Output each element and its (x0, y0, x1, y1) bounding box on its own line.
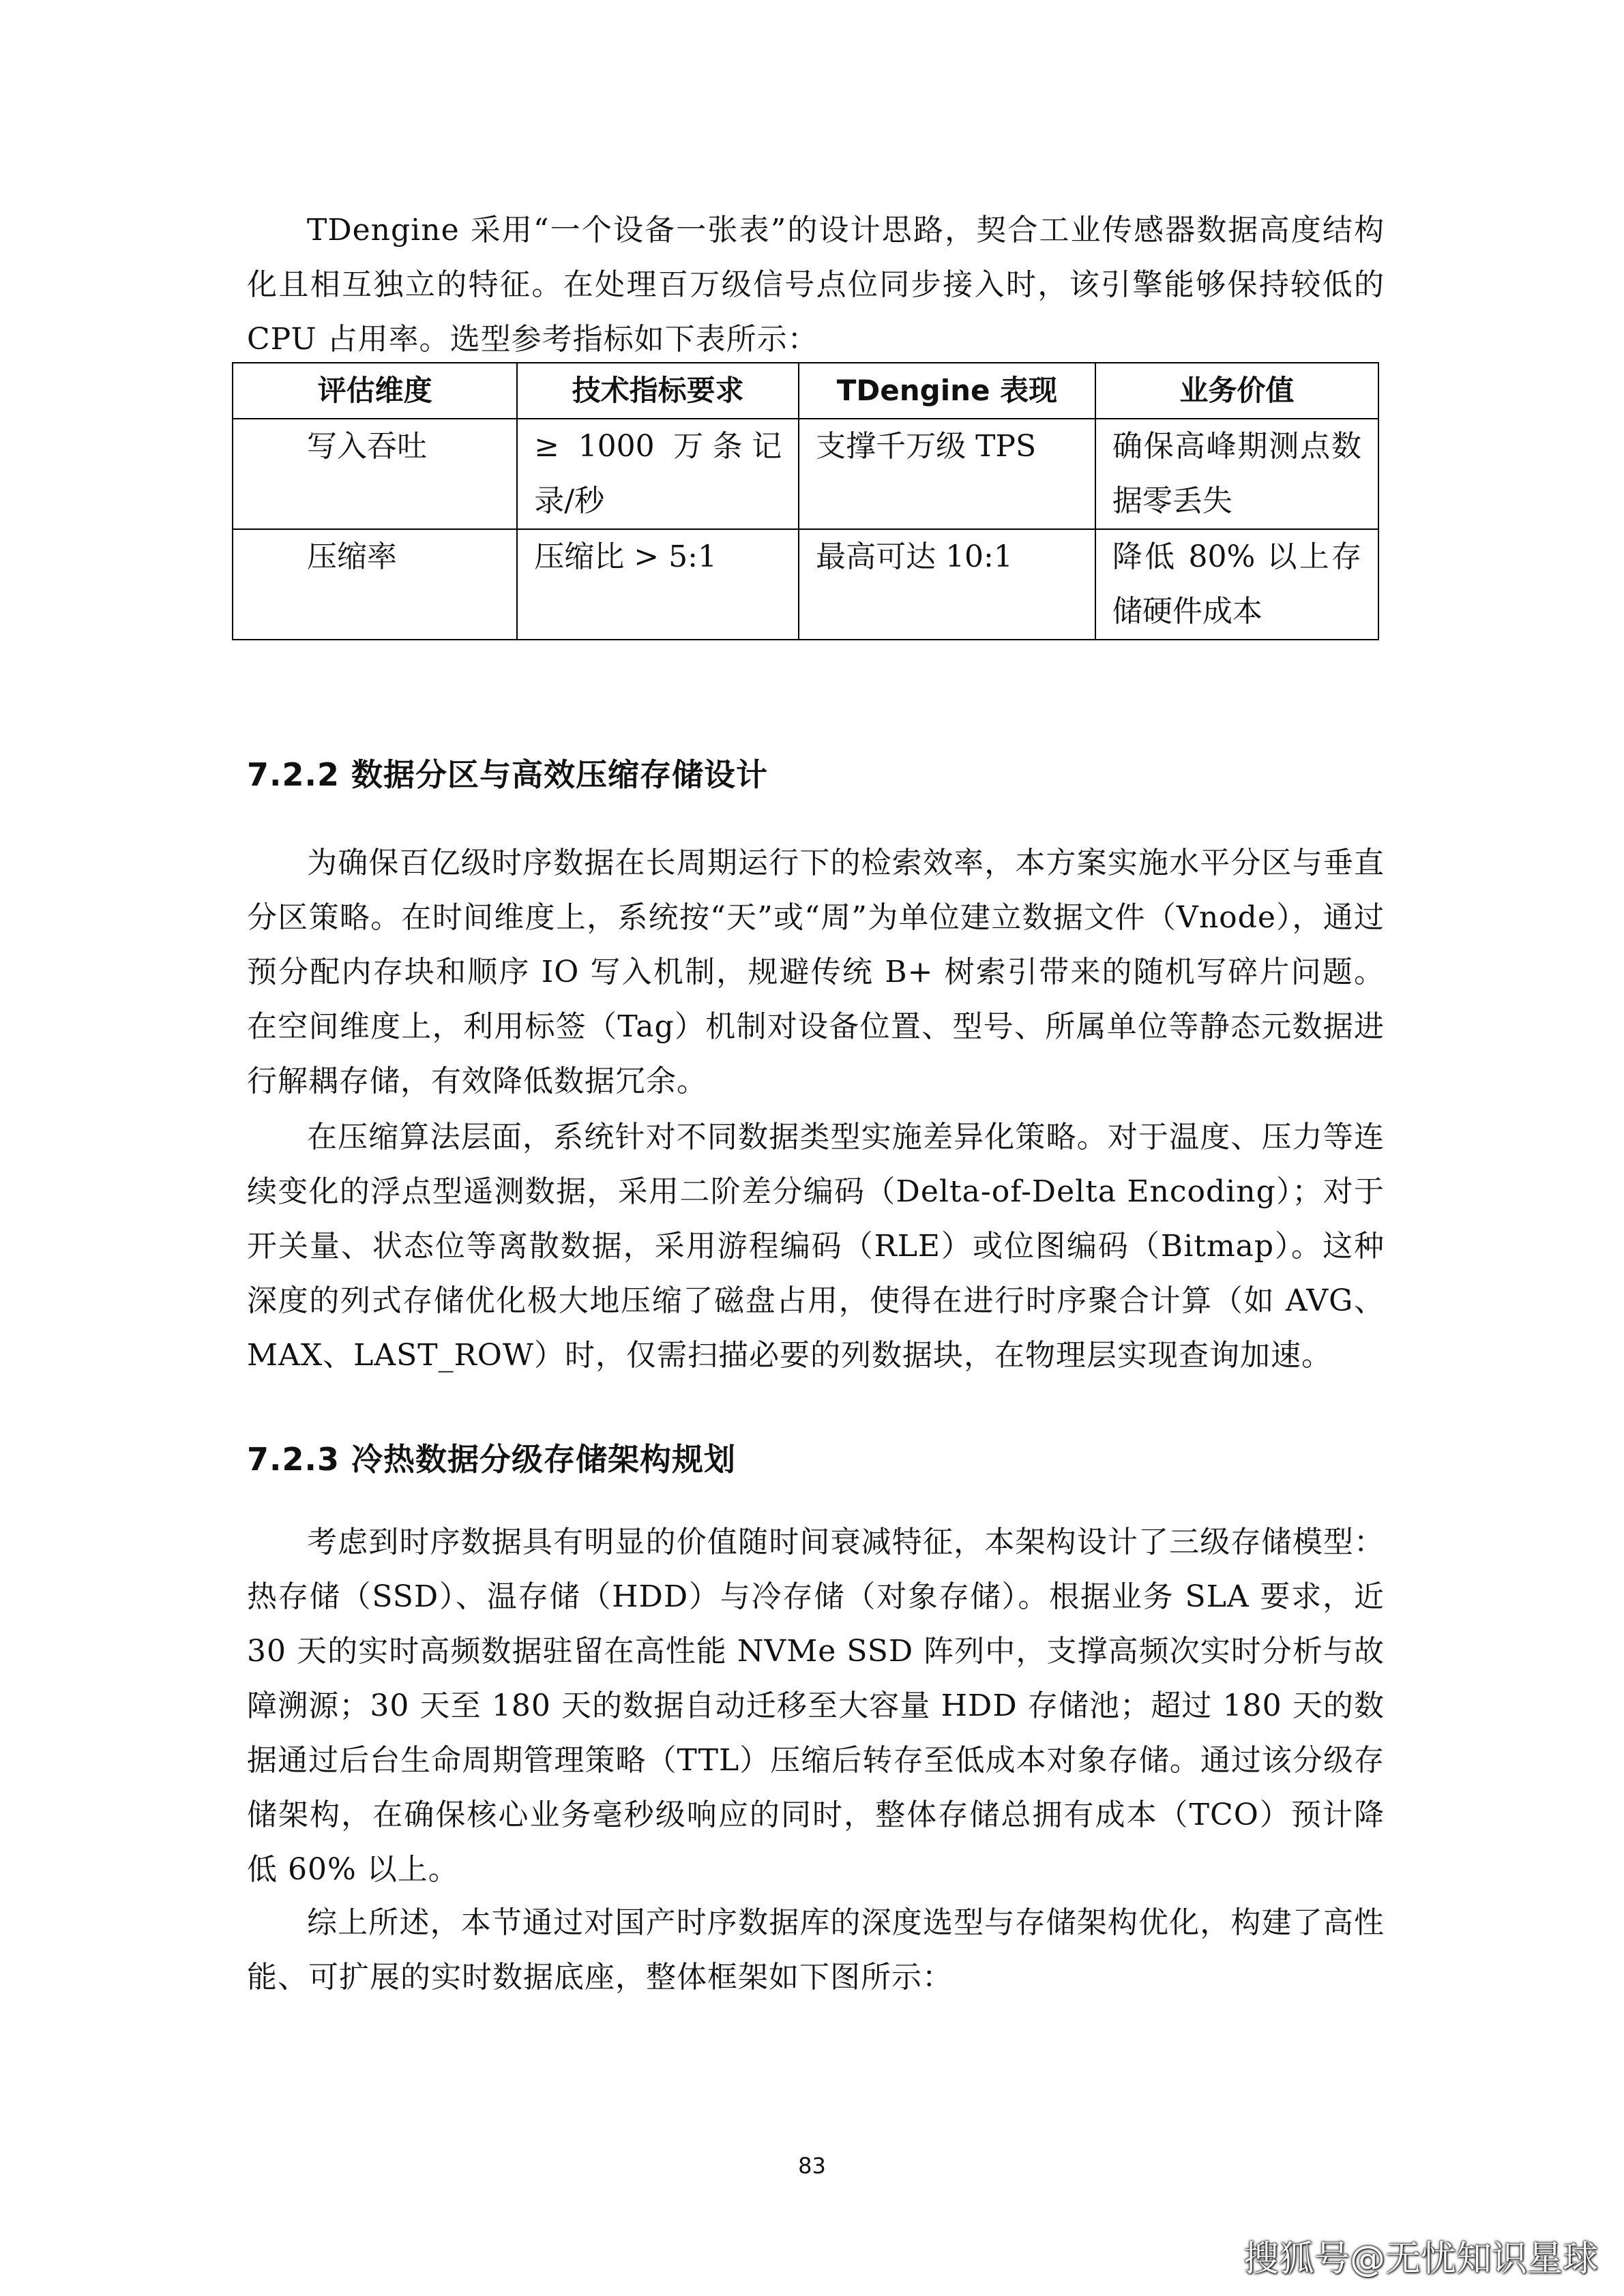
table-cell: 确保高峰期测点数据零丢失 (1095, 419, 1378, 529)
table-cell: 压缩比 > 5:1 (517, 529, 799, 640)
table-header-cell: 业务价值 (1095, 363, 1378, 419)
section-723-paragraph-1: 考虑到时序数据具有明显的价值随时间衰减特征，本架构设计了三级存储模型：热存储（SSD）、温存储（HDD）与冷存储（对象存储）。根据业务 SLA 要求，近 30 天的实时高频数据驻留在高性能 NVMe SSD 阵列中，支撑高频次实时分析与故障溯源；30 天至 180 天的数据自动迁移至大容量 HDD 存储池；超过 180 天的数据通过后台生命周期管理策略（TTL）压缩后转存至低成本对象存储。通过该分级存储架构，在确保核心业务毫秒级响应的同时，整体存储总拥有成本（TCO）预计降低 60% 以上。 (247, 1525, 1385, 1887)
table-header-cell: 评估维度 (233, 363, 517, 419)
table-cell: 最高可达 10:1 (799, 529, 1095, 640)
table-header-row (233, 363, 1378, 419)
metrics-table (232, 362, 1379, 640)
table-header-cell: 技术指标要求 (517, 363, 799, 419)
table-header-cell: TDengine 表现 (799, 363, 1095, 419)
section-722-heading: 7.2.2 数据分区与高效压缩存储设计 (247, 756, 768, 793)
intro-paragraph: TDengine 采用“一个设备一张表”的设计思路，契合工业传感器数据高度结构化且相互独立的特征。在处理百万级信号点位同步接入时，该引擎能够保持较低的 CPU 占用率。选型参考指标如下表所示： (247, 213, 1385, 357)
section-723-paragraph-2: 综上所述，本节通过对国产时序数据库的深度选型与存储架构优化，构建了高性能、可扩展的实时数据底座，整体框架如下图所示： (247, 1905, 1385, 1995)
table-cell: 写入吞吐 (233, 419, 517, 529)
table-row (233, 419, 1378, 529)
table-cell: 支撑千万级 TPS (799, 419, 1095, 529)
section-723-heading: 7.2.3 冷热数据分级存储架构规划 (247, 1441, 736, 1478)
section-722-paragraph-2: 在压缩算法层面，系统针对不同数据类型实施差异化策略。对于温度、压力等连续变化的浮点型遥测数据，采用二阶差分编码（Delta-of-Delta Encoding）；对于开关量、状态位等离散数据，采用游程编码（RLE）或位图编码（Bitmap）。这种深度的列式存储优化极大地压缩了磁盘占用，使得在进行时序聚合计算（如 AVG、MAX、LAST_ROW）时，仅需扫描必要的列数据块，在物理层实现查询加速。 (247, 1120, 1385, 1373)
watermark: 搜狐号@无忧知识星球 (1243, 2239, 1598, 2280)
page-number: 83 (798, 2153, 826, 2179)
table-row (233, 529, 1378, 640)
table-cell: 压缩率 (233, 529, 517, 640)
section-722-paragraph-1: 为确保百亿级时序数据在长周期运行下的检索效率，本方案实施水平分区与垂直分区策略。在时间维度上，系统按“天”或“周”为单位建立数据文件（Vnode），通过预分配内存块和顺序 IO 写入机制，规避传统 B+ 树索引带来的随机写碎片问题。在空间维度上，利用标签（Tag）机制对设备位置、型号、所属单位等静态元数据进行解耦存储，有效降低数据冗余。 (247, 846, 1385, 1099)
table-cell: ≥ 1000 万条记录/秒 (517, 419, 799, 529)
table-cell: 降低 80% 以上存储硬件成本 (1095, 529, 1378, 640)
